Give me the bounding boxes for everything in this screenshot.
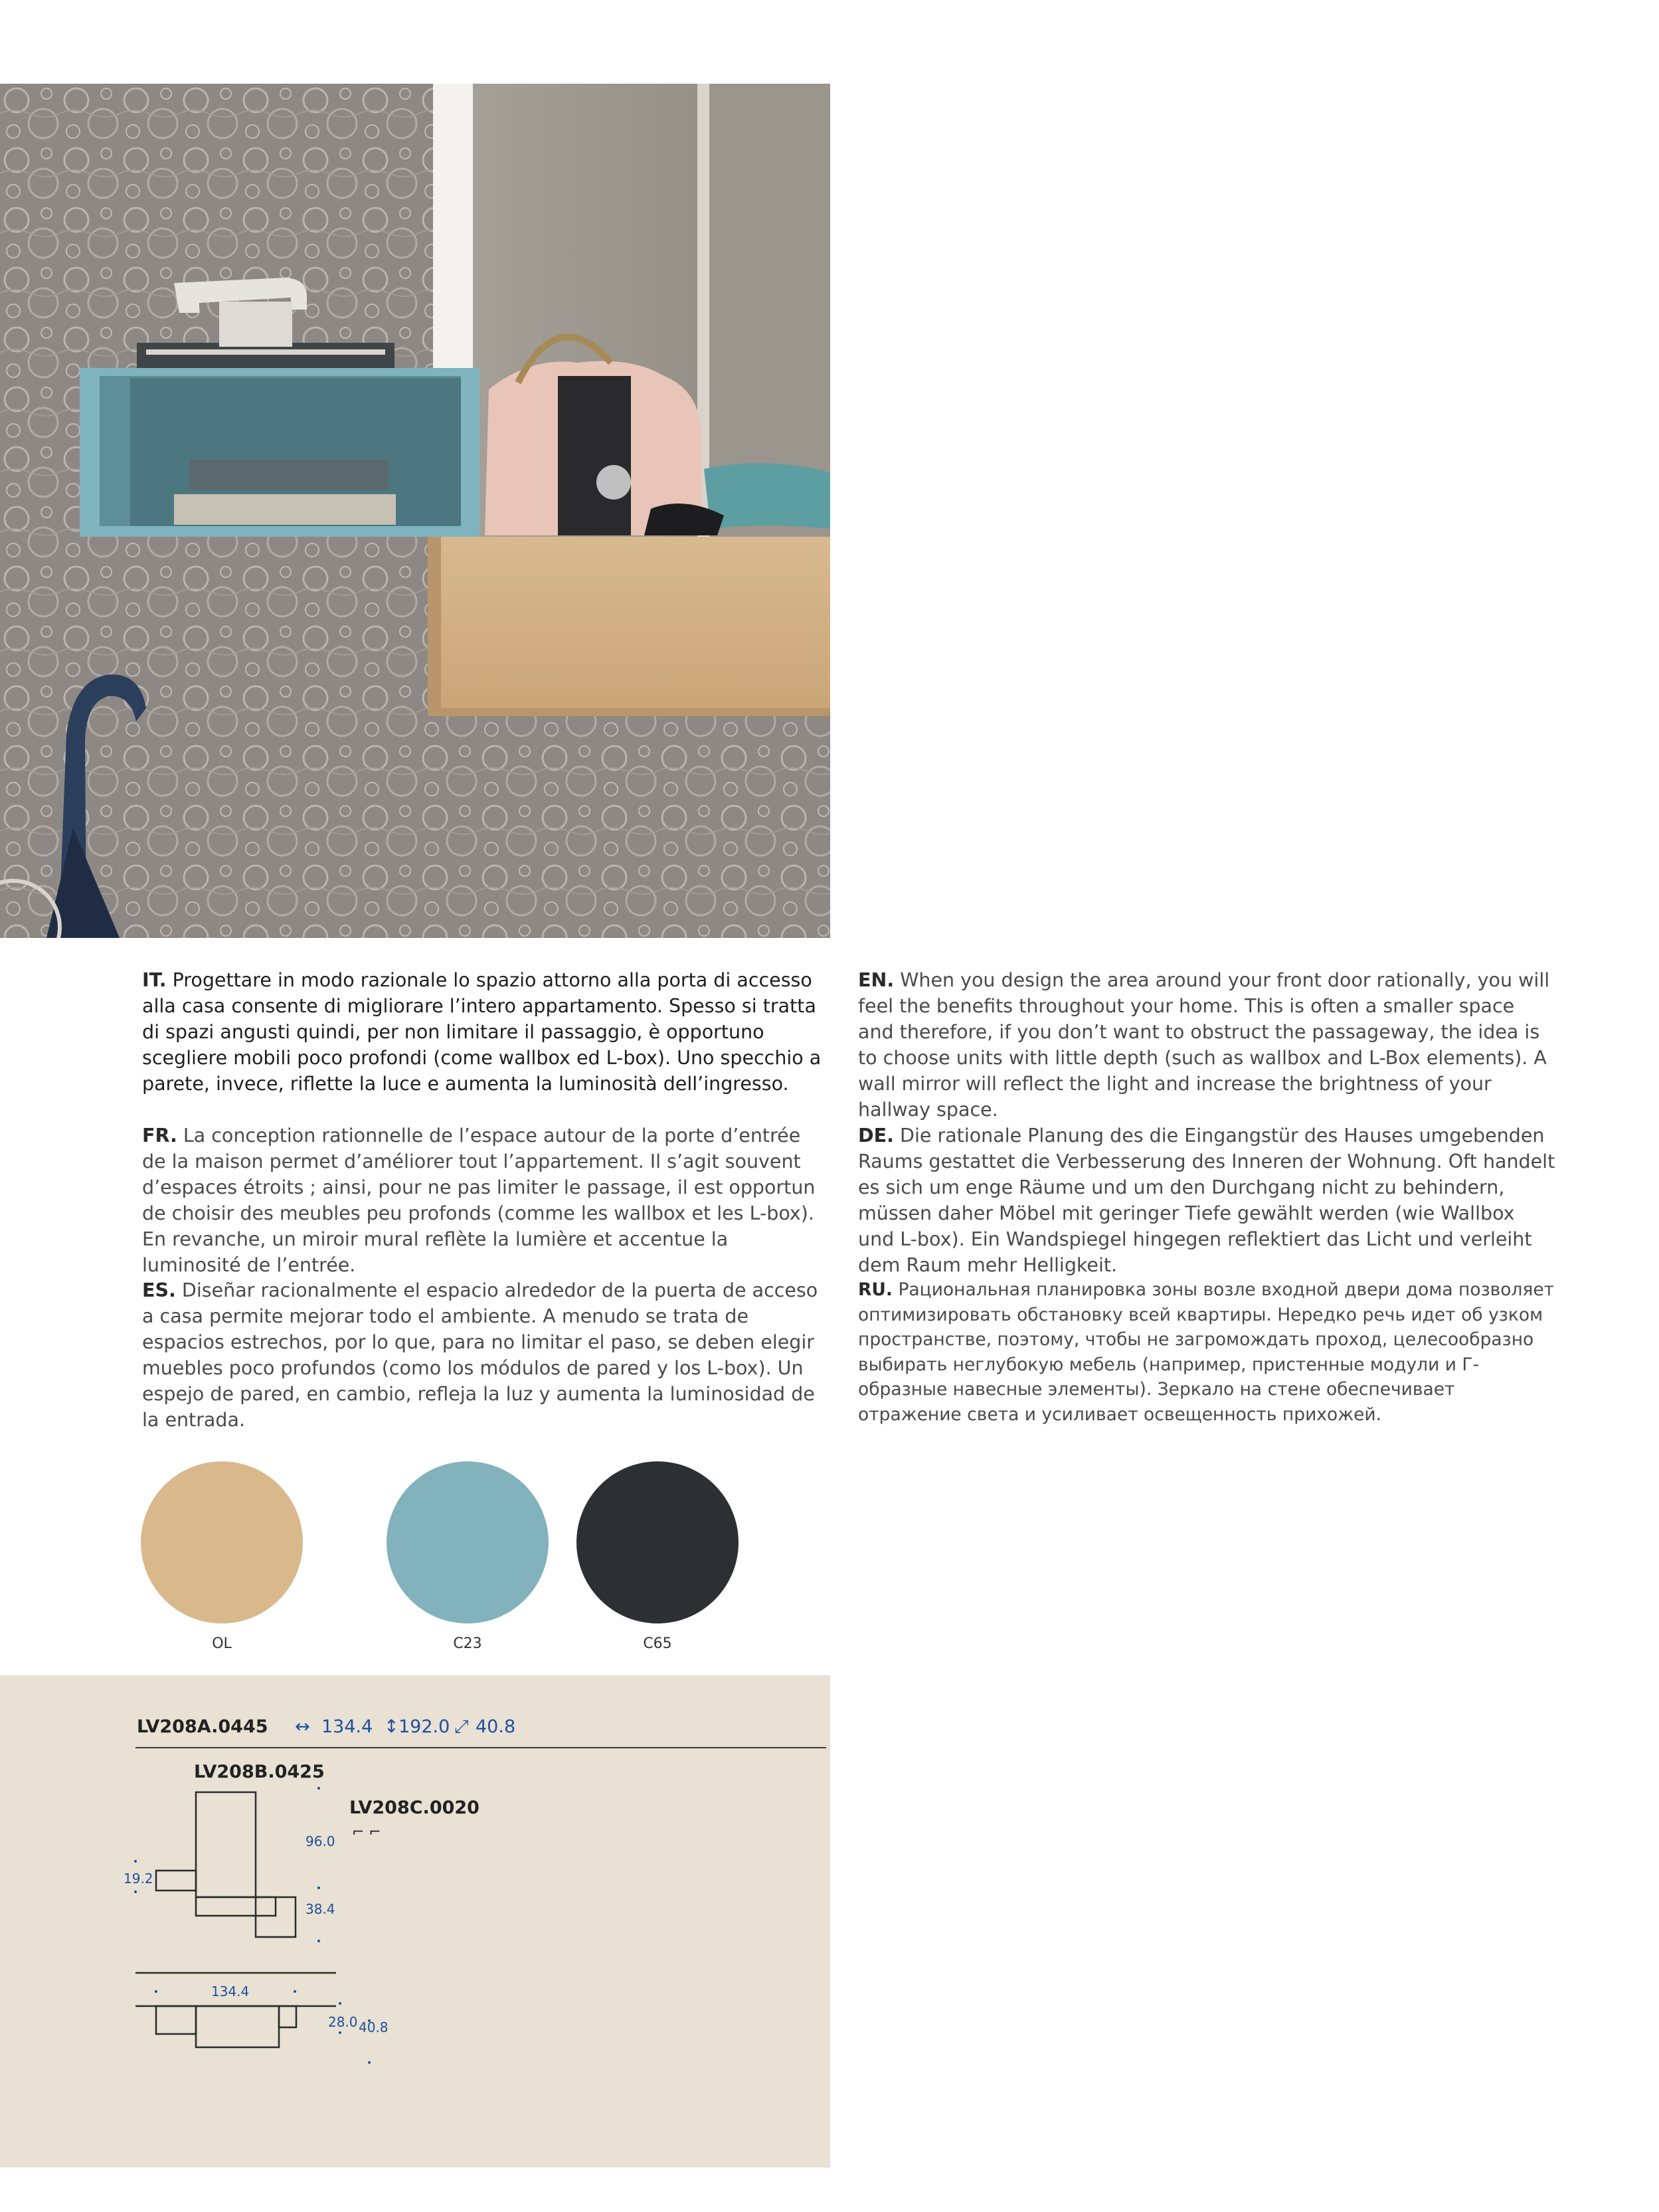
dim-19: 19.2 [124,1871,153,1887]
text-it: Progettare in modo razionale lo spazio attorno alla porta di accesso alla casa consente di migliorare l’intero appartamento. Spesso si tratta di spazi angusti quindi, per non limitare il passaggio, è opportuno scegliere mobili poco profondi (come wallbox ed L-box). Uno specchio a parete, invece, riflette la luce e aumenta la luminosità dell’ingresso. [142,969,822,1095]
paragraph-it [142,967,826,1097]
text-ru: Рациональная планировка зоны возле входной двери дома позволяет оптимизировать обстановку всей квартиры. Нередко речь идет об узком пространстве, поэтому, чтобы не загромождать проход, целесообразно выбирать неглубокую мебель (например, пристенные модули и Г-образные навесные элементы). Зеркало на стене обеспечивает отражение света и усиливает освещенность прихожей. [858,1279,1555,1425]
lang-label-it: IT. [142,969,167,991]
text-fr: La conception rationnelle de l’espace autour de la porte d’entrée de la maison permet d’améliorer tout l’appartement. Il s’agit souvent d’espaces étroits ; ainsi, pour ne pas limiter le passage, il est opportun de choisir des meubles peu profonds (comme les wallbox et les L-box). En revanche, un miroir mural reflète la lumière et accentue la luminosité de l’entrée. [142,1125,816,1276]
product-code-c: LV208C.0020 [349,1797,480,1818]
text-de: Die rationale Planung des die Eingangstür des Hauses umgebenden Raums gestattet die Verbesserung des Inneren der Wohnung. Oft handelt es sich um enge Räume und um den Durchgang nicht zu behindern, müssen daher Möbel mit geringer Tiefe gewählt werden (wie Wallbox und L-box). Ein Wandspiegel hingegen reflektiert das Licht und verleiht dem Raum mehr Helligkeit. [858,1125,1555,1276]
lang-label-en: EN. [858,969,895,991]
product-code-main: LV208A.0445 [137,1716,268,1737]
dim-38: 38.4 [306,1901,335,1917]
swatch-c23 [387,1461,549,1623]
product-code-b: LV208B.0425 [194,1762,325,1782]
lang-label-ru: RU. [858,1279,893,1300]
width-icon: ↔ [295,1716,310,1737]
paragraph-en [858,967,1555,1123]
paragraph-ru [858,1277,1555,1427]
paragraph-es [142,1277,826,1433]
dim-96: 96.0 [306,1833,335,1849]
technical-drawing [120,1780,398,2086]
swatch-label-c23: C23 [453,1635,482,1652]
lang-label-es: ES. [142,1279,176,1301]
bracket-icon: ⌐ ⌐ [352,1824,381,1841]
text-es: Diseñar racionalmente el espacio alrededor de la puerta de acceso a casa permite mejorar todo el ambiente. A menudo se trata de espacios estrechos, por lo que, para no limitar el paso, se deben elegir muebles poco profundos (como los módulos de pared y los L-box). Un espejo de pared, en cambio, refleja la luz y aumenta la luminosidad de la entrada. [142,1279,818,1431]
paragraph-fr [142,1123,826,1278]
height-icon: ↕ [384,1716,399,1737]
dim-134: 134.4 [211,1983,250,1999]
dim-40: 40.8 [359,2019,389,2035]
depth-value: 40.8 [476,1716,516,1737]
divider [135,1747,826,1748]
swatch-c65 [576,1461,739,1623]
lang-label-fr: FR. [142,1125,177,1147]
depth-icon: ⤢ [454,1716,469,1737]
lang-label-de: DE. [858,1125,894,1147]
product-photo [0,84,830,938]
swatch-label-c65: C65 [643,1635,672,1652]
paragraph-de [858,1123,1555,1278]
text-en: When you design the area around your front door rationally, you will feel the benefits throughout your home. This is often a smaller space and therefore, if you don’t want to obstruct the passageway, the idea is to choose units with little depth (such as wallbox and L-Box elements). A wall mirror will reflect the light and increase the brightness of your hallway space. [858,969,1550,1121]
dim-28: 28.0 [328,2014,358,2030]
height-value: 192.0 [398,1716,450,1737]
swatch-label-ol: OL [212,1635,232,1652]
swatch-ol [141,1461,303,1623]
width-value: 134.4 [321,1716,373,1737]
